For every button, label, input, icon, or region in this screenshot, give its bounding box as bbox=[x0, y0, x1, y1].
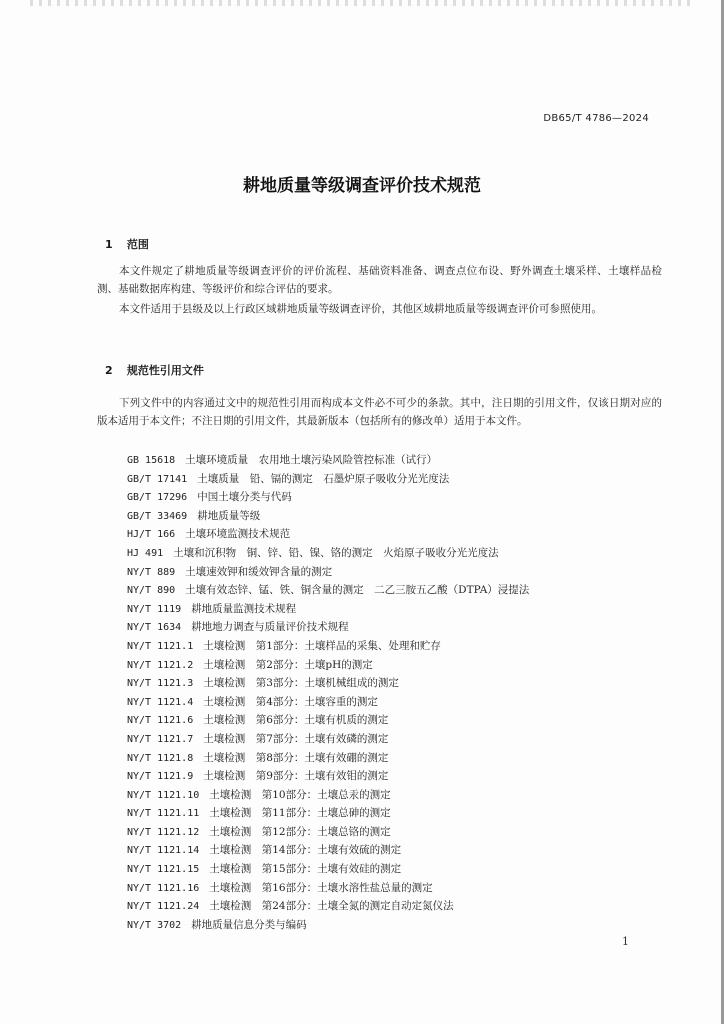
reference-code: NY/T 1121.15 bbox=[127, 864, 200, 876]
section-heading-scope bbox=[105, 236, 149, 252]
reference-title: 土壤检测 第6部分：土壤有机质的测定 bbox=[203, 714, 389, 727]
reference-code: NY/T 1121.6 bbox=[127, 715, 194, 727]
reference-item bbox=[127, 711, 529, 730]
reference-title: 土壤速效钾和缓效钾含量的测定 bbox=[185, 565, 333, 578]
reference-title: 耕地质量信息分类与编码 bbox=[191, 918, 307, 931]
reference-item bbox=[127, 674, 529, 693]
reference-code: NY/T 1121.12 bbox=[127, 826, 200, 838]
reference-code: GB/T 33469 bbox=[127, 510, 188, 522]
reference-item bbox=[127, 470, 529, 489]
reference-title: 耕地质量等级 bbox=[197, 509, 261, 522]
reference-item bbox=[127, 823, 529, 842]
reference-code: NY/T 1121.16 bbox=[127, 882, 200, 894]
reference-item bbox=[127, 897, 529, 916]
reference-title: 土壤检测 第10部分：土壤总汞的测定 bbox=[209, 788, 391, 801]
reference-title: 土壤检测 第1部分：土壤样品的采集、处理和贮存 bbox=[203, 639, 441, 652]
reference-code: NY/T 1121.9 bbox=[127, 771, 194, 783]
reference-item bbox=[127, 656, 529, 675]
reference-title: 土壤检测 第24部分：土壤全氮的测定自动定氮仪法 bbox=[209, 900, 454, 913]
reference-code: HJ 491 bbox=[127, 547, 164, 559]
reference-title: 耕地质量监测技术规程 bbox=[191, 602, 297, 615]
reference-item bbox=[127, 544, 529, 563]
reference-code: NY/T 1121.11 bbox=[127, 808, 200, 820]
reference-item bbox=[127, 581, 529, 600]
reference-code: NY/T 1121.1 bbox=[127, 640, 194, 652]
page-number: 1 bbox=[622, 935, 629, 948]
reference-code: NY/T 1121.4 bbox=[127, 696, 194, 708]
reference-title: 土壤检测 第7部分：土壤有效磷的测定 bbox=[203, 732, 389, 745]
reference-title: 土壤质量 铅、镉的测定 石墨炉原子吸收分光光度法 bbox=[197, 472, 450, 485]
reference-item bbox=[127, 860, 529, 879]
reference-item bbox=[127, 879, 529, 898]
reference-code: NY/T 1121.8 bbox=[127, 752, 194, 764]
reference-item bbox=[127, 916, 529, 935]
reference-item bbox=[127, 525, 529, 544]
reference-item bbox=[127, 507, 529, 526]
reference-item bbox=[127, 841, 529, 860]
reference-title: 土壤检测 第15部分：土壤有效硅的测定 bbox=[209, 863, 402, 876]
reference-code: NY/T 1121.7 bbox=[127, 733, 194, 745]
reference-code: NY/T 1121.2 bbox=[127, 659, 194, 671]
scope-paragraph-2: 本文件适用于县级及以上行政区域耕地质量等级调查评价，其他区域耕地质量等级调查评价可参照使用。 bbox=[119, 303, 602, 315]
reference-code: NY/T 1121.14 bbox=[127, 845, 200, 857]
reference-code: NY/T 1634 bbox=[127, 622, 182, 634]
section-number: 2 bbox=[105, 364, 113, 377]
reference-item bbox=[127, 767, 529, 786]
reference-title: 土壤检测 第8部分：土壤有效硼的测定 bbox=[203, 751, 389, 764]
reference-list bbox=[127, 451, 529, 934]
section-heading-normative-references bbox=[105, 362, 204, 378]
document-code: DB65/T 4786—2024 bbox=[543, 113, 649, 124]
section-title: 规范性引用文件 bbox=[126, 364, 204, 377]
reference-title: 土壤检测 第9部分：土壤有效钼的测定 bbox=[203, 770, 389, 783]
reference-code: GB 15618 bbox=[127, 455, 176, 466]
reference-item bbox=[127, 804, 529, 823]
reference-code: NY/T 890 bbox=[127, 585, 176, 597]
reference-title: 土壤检测 第4部分：土壤容重的测定 bbox=[203, 695, 378, 708]
reference-title: 土壤环境质量 农用地土壤污染风险管控标准（试行） bbox=[185, 454, 438, 466]
document-title: 耕地质量等级调查评价技术规范 bbox=[243, 176, 481, 196]
reference-title: 耕地地力调查与质量评价技术规程 bbox=[191, 621, 349, 634]
reference-title: 土壤环境监测技术规范 bbox=[185, 528, 291, 541]
reference-code: NY/T 889 bbox=[127, 566, 176, 578]
reference-title: 土壤检测 第3部分：土壤机械组成的测定 bbox=[203, 677, 399, 690]
reference-item bbox=[127, 488, 529, 507]
reference-title: 中国土壤分类与代码 bbox=[197, 491, 292, 504]
reference-code: NY/T 1121.24 bbox=[127, 901, 200, 913]
reference-title: 土壤检测 第14部分：土壤有效硫的测定 bbox=[209, 844, 402, 857]
reference-item bbox=[127, 749, 529, 768]
reference-title: 土壤检测 第11部分：土壤总砷的测定 bbox=[209, 807, 391, 820]
reference-item bbox=[127, 730, 529, 749]
references-intro-paragraph: 下列文件中的内容通过文中的规范性引用而构成本文件必不可少的条款。其中，注日期的引用文件，仅该日期对应的版本适用于本文件；不注日期的引用文件，其最新版本（包括所有的修改单）适用于本文件。 bbox=[97, 397, 662, 427]
reference-item bbox=[127, 618, 529, 637]
reference-title: 土壤检测 第16部分：土壤水溶性盐总量的测定 bbox=[209, 881, 433, 894]
reference-code: NY/T 1119 bbox=[127, 603, 182, 615]
reference-item bbox=[127, 693, 529, 712]
section-number: 1 bbox=[105, 238, 113, 251]
reference-item bbox=[127, 786, 529, 805]
section-title: 范围 bbox=[126, 238, 149, 251]
reference-item bbox=[127, 451, 529, 470]
reference-code: NY/T 3702 bbox=[127, 919, 182, 931]
reference-code: NY/T 1121.3 bbox=[127, 678, 194, 690]
reference-code: NY/T 1121.10 bbox=[127, 789, 200, 801]
reference-title: 土壤检测 第2部分：土壤pH的测定 bbox=[203, 658, 373, 671]
reference-title: 土壤有效态锌、锰、铁、铜含量的测定 二乙三胺五乙酸（DTPA）浸提法 bbox=[185, 584, 530, 597]
reference-code: GB/T 17141 bbox=[127, 473, 188, 485]
reference-item bbox=[127, 563, 529, 582]
reference-item bbox=[127, 600, 529, 619]
scan-artifact-strip bbox=[30, 0, 690, 6]
reference-item bbox=[127, 637, 529, 656]
reference-code: HJ/T 166 bbox=[127, 529, 176, 541]
reference-title: 土壤和沉积物 铜、锌、铅、镍、铬的测定 火焰原子吸收分光光度法 bbox=[173, 546, 499, 559]
reference-code: GB/T 17296 bbox=[127, 492, 188, 504]
reference-title: 土壤检测 第12部分：土壤总铬的测定 bbox=[209, 825, 391, 838]
scope-paragraph-1: 本文件规定了耕地质量等级调查评价的评价流程、基础资料准备、调查点位布设、野外调查土壤采样、土壤样品检测、基础数据库构建、等级评价和综合评估的要求。 bbox=[97, 265, 662, 295]
